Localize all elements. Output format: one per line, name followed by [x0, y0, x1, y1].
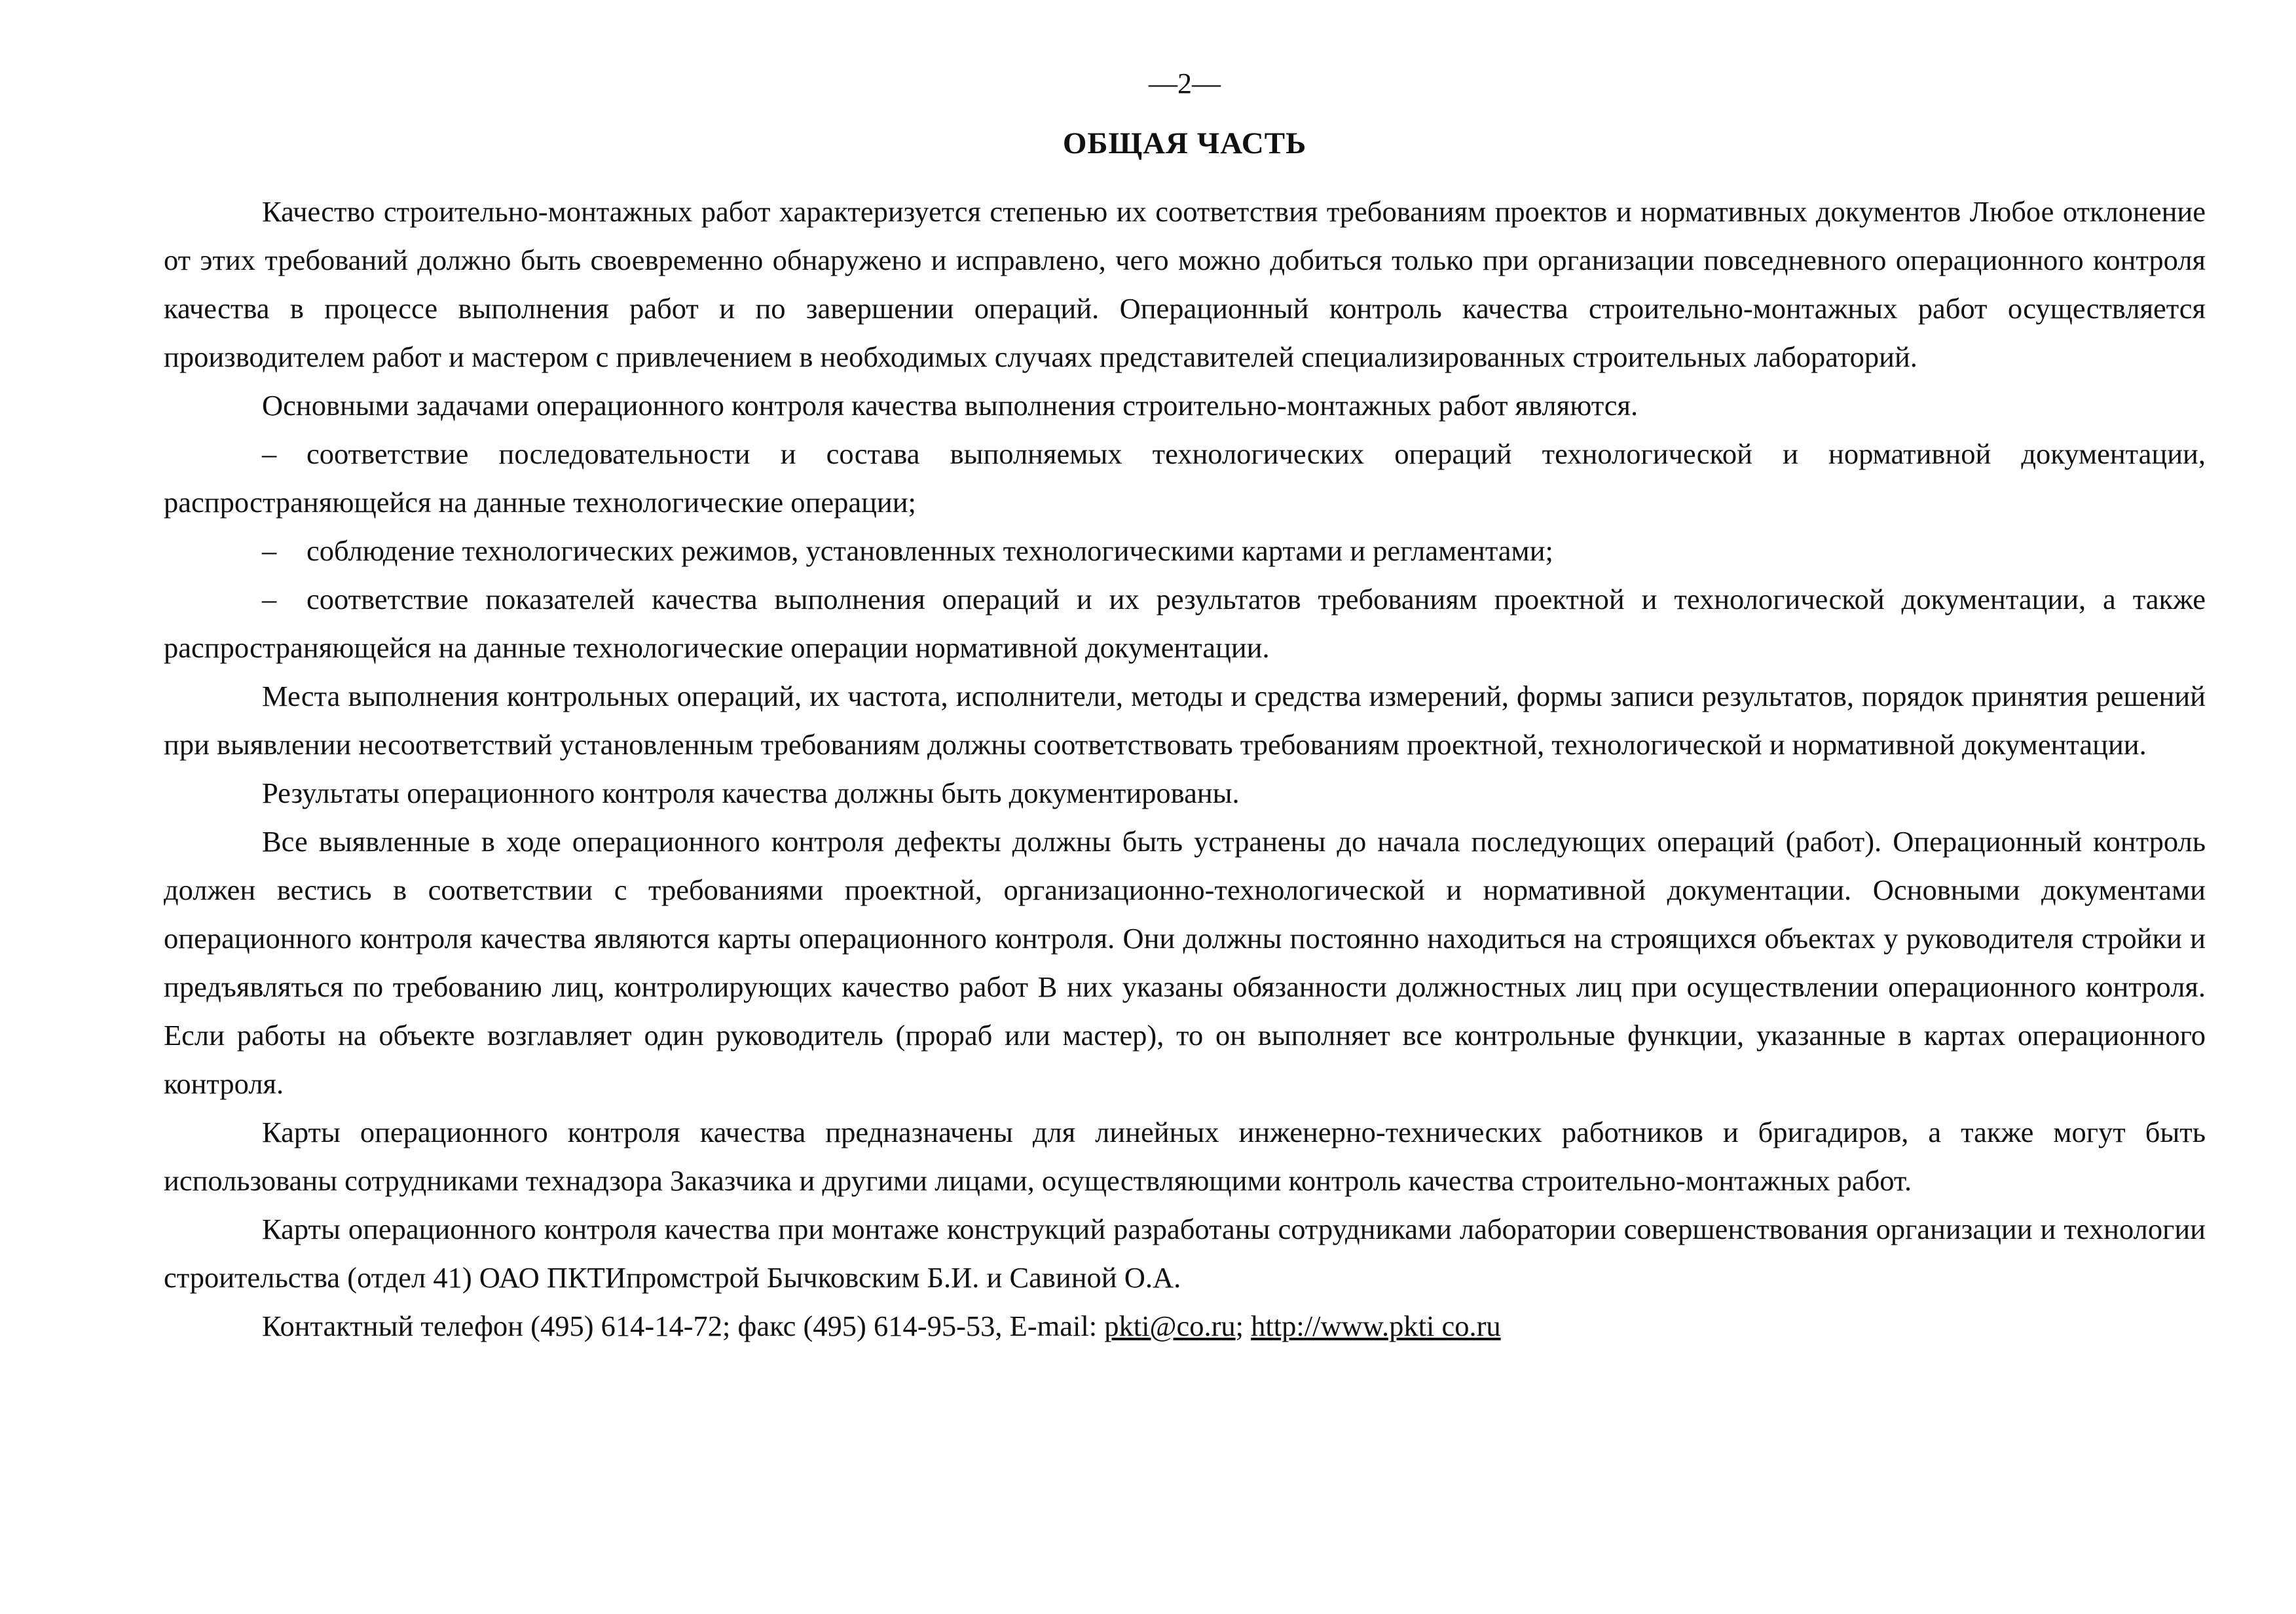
bullet-text: соответствие показателей качества выполнения операций и их результатов требованиям проектной и технологической документации, а также распространяющейся на данные технологические операции нормативной документации. [164, 583, 2206, 664]
body-text [164, 187, 2206, 1350]
email-link[interactable]: pkti@co.ru [1104, 1310, 1236, 1342]
bullet-dash: – [262, 583, 277, 615]
document-page [164, 0, 2206, 1614]
contact-line [164, 1302, 2206, 1350]
paragraph-control-tasks-intro: Основными задачами операционного контроля качества выполнения строительно-монтажных работ являются. [262, 389, 1639, 422]
section-title: ОБЩАЯ ЧАСТЬ [1062, 126, 1307, 160]
paragraph-cards-authors: Карты операционного контроля качества при монтаже конструкций разработаны сотрудниками лаборатории совершенствования организации и технологии строительства (отдел 41) ОАО ПКТИпромстрой Бычковским Б.И. и Савиной О.А. [164, 1213, 2206, 1294]
paragraph-cards-purpose: Карты операционного контроля качества предназначены для линейных инженерно-технических работников и бригадиров, а также могут быть использованы сотрудниками технадзора Заказчика и другими лицами, осуществляющими контроль качества строительно-монтажных работ. [164, 1116, 2206, 1197]
paragraph-defects: Все выявленные в ходе операционного контроля дефекты должны быть устранены до начала последующих операций (работ). Операционный контроль должен вестись в соответствии с требованиями проектной, организационно-технологической и нормативной документации. Основными документами операционного контроля качества являются карты операционного контроля. Они должны постоянно находиться на строящихся объектах у руководителя стройки и предъявляться по требованию лиц, контролирующих качество работ В них указаны обязанности должностных лиц при осуществлении операционного контроля. Если работы на объекте возглавляет один руководитель (прораб или мастер), то он выполняет все контрольные функции, указанные в картах операционного контроля. [164, 825, 2206, 1100]
bullet-text: соответствие последовательности и состава выполняемых технологических операций технологической и нормативной документации, распространяющейся на данные технологические операции; [164, 437, 2206, 519]
page-number: —2— [1149, 67, 1221, 100]
contact-separator: ; [1235, 1310, 1251, 1342]
bullet-dash: – [262, 534, 277, 567]
paragraph-results-documented: Результаты операционного контроля качества должны быть документированы. [262, 777, 1240, 809]
bullet-item-modes [164, 526, 2206, 575]
bullet-dash: – [262, 437, 277, 470]
bullet-item-sequence [164, 430, 2206, 526]
paragraph-control-places: Места выполнения контрольных операций, их частота, исполнители, методы и средства измерений, формы записи результатов, порядок принятия решений при выявлении несоответствий установленным требованиям должны соответствовать требованиям проектной, технологической и нормативной документации. [164, 680, 2206, 761]
bullet-text: соблюдение технологических режимов, установленных технологическими картами и регламентами; [306, 534, 1553, 567]
bullet-item-indicators [164, 575, 2206, 672]
paragraph-quality-definition: Качество строительно-монтажных работ характеризуется степенью их соответствия требованиям проектов и нормативных документов Любое отклонение от этих требований должно быть своевременно обнаружено и исправлено, чего можно добиться только при организации повседневного операционного контроля качества в процессе выполнения работ и по завершении операций. Операционный контроль качества строительно-монтажных работ осуществляется производителем работ и мастером с привлечением в необходимых случаях представителей специализированных строительных лабораторий. [164, 195, 2206, 373]
contact-prefix: Контактный телефон (495) 614-14-72; факс (495) 614-95-53, E-mail: [262, 1310, 1105, 1342]
website-link[interactable]: http://www.pkti co.ru [1251, 1310, 1501, 1342]
